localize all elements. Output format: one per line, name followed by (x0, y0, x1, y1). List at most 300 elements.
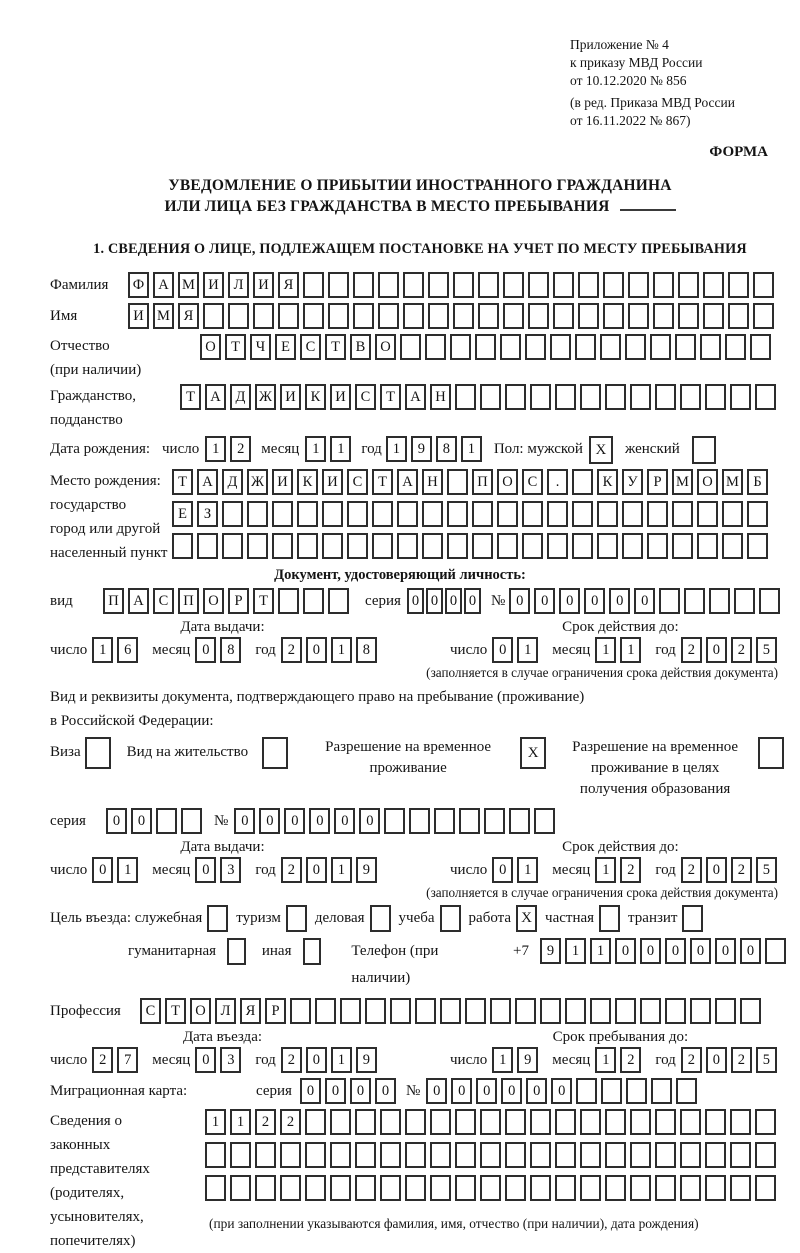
char-cell[interactable]: 0 (106, 808, 127, 834)
char-cell[interactable]: 0 (706, 1047, 727, 1073)
char-cell[interactable] (759, 588, 780, 614)
char-cell[interactable] (197, 533, 218, 559)
char-cell[interactable] (455, 384, 476, 410)
char-cell[interactable] (672, 501, 693, 527)
char-cell[interactable] (490, 998, 511, 1024)
char-cell[interactable] (330, 1175, 351, 1201)
char-cell[interactable] (172, 533, 193, 559)
char-cell[interactable]: 0 (426, 1078, 447, 1104)
char-cell[interactable]: 9 (540, 938, 561, 964)
char-cell[interactable] (305, 1109, 326, 1135)
purpose-other-checkbox[interactable] (303, 938, 322, 965)
char-cell[interactable] (397, 501, 418, 527)
entry-month[interactable] (195, 1047, 245, 1073)
sex-male-checkbox[interactable]: X (589, 436, 613, 464)
representatives-row1-cells[interactable] (205, 1109, 780, 1135)
char-cell[interactable]: 1 (330, 436, 351, 462)
char-cell[interactable] (547, 533, 568, 559)
char-cell[interactable] (697, 501, 718, 527)
char-cell[interactable]: С (522, 469, 543, 495)
char-cell[interactable] (655, 1109, 676, 1135)
char-cell[interactable] (730, 1142, 751, 1168)
char-cell[interactable] (530, 384, 551, 410)
char-cell[interactable]: 0 (509, 588, 530, 614)
char-cell[interactable] (425, 334, 446, 360)
char-cell[interactable]: А (405, 384, 426, 410)
char-cell[interactable] (303, 303, 324, 329)
temp-residence-checkbox[interactable]: X (520, 737, 546, 769)
char-cell[interactable] (572, 533, 593, 559)
char-cell[interactable] (378, 303, 399, 329)
char-cell[interactable] (430, 1109, 451, 1135)
char-cell[interactable] (597, 533, 618, 559)
char-cell[interactable]: Ч (250, 334, 271, 360)
char-cell[interactable]: 0 (195, 1047, 216, 1073)
char-cell[interactable] (397, 533, 418, 559)
char-cell[interactable] (303, 588, 324, 614)
char-cell[interactable] (430, 1142, 451, 1168)
char-cell[interactable] (530, 1142, 551, 1168)
char-cell[interactable] (572, 469, 593, 495)
char-cell[interactable]: О (203, 588, 224, 614)
char-cell[interactable] (156, 808, 177, 834)
char-cell[interactable] (755, 384, 776, 410)
char-cell[interactable] (365, 998, 386, 1024)
char-cell[interactable]: 2 (281, 637, 302, 663)
char-cell[interactable]: 0 (306, 857, 327, 883)
birthplace-row2-cells[interactable] (172, 501, 772, 527)
char-cell[interactable]: 2 (280, 1109, 301, 1135)
residence-permit-checkbox[interactable] (262, 737, 288, 769)
profession-cells[interactable] (140, 998, 765, 1024)
char-cell[interactable] (540, 998, 561, 1024)
char-cell[interactable] (530, 1175, 551, 1201)
char-cell[interactable]: Я (178, 303, 199, 329)
char-cell[interactable] (728, 303, 749, 329)
char-cell[interactable]: 2 (681, 637, 702, 663)
char-cell[interactable] (453, 303, 474, 329)
char-cell[interactable]: С (355, 384, 376, 410)
char-cell[interactable]: К (305, 384, 326, 410)
char-cell[interactable] (480, 1142, 501, 1168)
char-cell[interactable] (553, 272, 574, 298)
char-cell[interactable]: М (153, 303, 174, 329)
char-cell[interactable]: 9 (517, 1047, 538, 1073)
char-cell[interactable]: Т (225, 334, 246, 360)
char-cell[interactable] (459, 808, 480, 834)
char-cell[interactable] (384, 808, 405, 834)
char-cell[interactable]: З (197, 501, 218, 527)
char-cell[interactable] (372, 533, 393, 559)
char-cell[interactable] (550, 334, 571, 360)
char-cell[interactable]: А (205, 384, 226, 410)
char-cell[interactable]: О (375, 334, 396, 360)
char-cell[interactable] (605, 1142, 626, 1168)
char-cell[interactable] (565, 998, 586, 1024)
char-cell[interactable] (203, 303, 224, 329)
purpose-study-checkbox[interactable] (440, 905, 461, 932)
char-cell[interactable] (730, 1175, 751, 1201)
char-cell[interactable] (497, 501, 518, 527)
char-cell[interactable]: 0 (615, 938, 636, 964)
purpose-tourism-checkbox[interactable] (286, 905, 307, 932)
char-cell[interactable] (378, 272, 399, 298)
char-cell[interactable]: 5 (756, 1047, 777, 1073)
char-cell[interactable] (255, 1175, 276, 1201)
char-cell[interactable]: С (347, 469, 368, 495)
char-cell[interactable] (278, 588, 299, 614)
char-cell[interactable]: 2 (92, 1047, 113, 1073)
char-cell[interactable] (705, 1175, 726, 1201)
char-cell[interactable] (722, 501, 743, 527)
char-cell[interactable]: 0 (426, 588, 443, 614)
char-cell[interactable] (755, 1142, 776, 1168)
char-cell[interactable]: Я (278, 272, 299, 298)
char-cell[interactable]: И (280, 384, 301, 410)
iddoc-series-cells[interactable] (407, 588, 483, 614)
char-cell[interactable] (630, 384, 651, 410)
permit-series-cells[interactable] (106, 808, 206, 834)
char-cell[interactable]: 3 (220, 857, 241, 883)
char-cell[interactable] (703, 303, 724, 329)
char-cell[interactable] (630, 1142, 651, 1168)
char-cell[interactable]: 1 (205, 1109, 226, 1135)
char-cell[interactable] (590, 998, 611, 1024)
patronymic-cells[interactable] (200, 334, 775, 360)
char-cell[interactable]: 1 (620, 637, 641, 663)
char-cell[interactable]: Е (275, 334, 296, 360)
char-cell[interactable] (330, 1109, 351, 1135)
char-cell[interactable] (605, 1109, 626, 1135)
citizenship-cells[interactable] (180, 384, 780, 410)
char-cell[interactable] (315, 998, 336, 1024)
char-cell[interactable] (272, 533, 293, 559)
char-cell[interactable] (328, 588, 349, 614)
char-cell[interactable] (653, 303, 674, 329)
char-cell[interactable] (580, 1142, 601, 1168)
char-cell[interactable] (600, 334, 621, 360)
char-cell[interactable] (355, 1142, 376, 1168)
char-cell[interactable]: 1 (565, 938, 586, 964)
char-cell[interactable] (272, 501, 293, 527)
permit-issue-year[interactable] (281, 857, 381, 883)
permit-issue-month[interactable] (195, 857, 245, 883)
char-cell[interactable]: 0 (609, 588, 630, 614)
char-cell[interactable] (647, 501, 668, 527)
char-cell[interactable] (515, 998, 536, 1024)
char-cell[interactable] (253, 303, 274, 329)
char-cell[interactable]: Т (172, 469, 193, 495)
char-cell[interactable]: 0 (740, 938, 761, 964)
char-cell[interactable]: 0 (92, 857, 113, 883)
char-cell[interactable] (580, 384, 601, 410)
purpose-private-checkbox[interactable] (599, 905, 620, 932)
char-cell[interactable]: 0 (464, 588, 481, 614)
char-cell[interactable]: М (722, 469, 743, 495)
stay-month[interactable] (595, 1047, 645, 1073)
char-cell[interactable] (475, 334, 496, 360)
migration-series-cells[interactable] (300, 1078, 400, 1104)
char-cell[interactable]: И (272, 469, 293, 495)
char-cell[interactable] (280, 1175, 301, 1201)
birthplace-row1-cells[interactable] (172, 469, 772, 495)
char-cell[interactable] (453, 272, 474, 298)
char-cell[interactable] (580, 1109, 601, 1135)
firstname-cells[interactable] (128, 303, 778, 329)
char-cell[interactable] (330, 1142, 351, 1168)
char-cell[interactable]: 0 (706, 637, 727, 663)
surname-cells[interactable] (128, 272, 778, 298)
char-cell[interactable]: С (153, 588, 174, 614)
char-cell[interactable] (690, 998, 711, 1024)
char-cell[interactable] (740, 998, 761, 1024)
char-cell[interactable]: Т (165, 998, 186, 1024)
char-cell[interactable] (730, 1109, 751, 1135)
char-cell[interactable] (347, 501, 368, 527)
char-cell[interactable] (355, 1175, 376, 1201)
char-cell[interactable]: П (103, 588, 124, 614)
char-cell[interactable] (297, 501, 318, 527)
char-cell[interactable]: О (190, 998, 211, 1024)
char-cell[interactable] (747, 533, 768, 559)
char-cell[interactable]: 0 (306, 637, 327, 663)
char-cell[interactable] (409, 808, 430, 834)
char-cell[interactable] (655, 384, 676, 410)
char-cell[interactable]: 5 (756, 637, 777, 663)
char-cell[interactable] (665, 998, 686, 1024)
char-cell[interactable]: 0 (706, 857, 727, 883)
char-cell[interactable]: К (597, 469, 618, 495)
char-cell[interactable] (247, 501, 268, 527)
char-cell[interactable] (434, 808, 455, 834)
char-cell[interactable]: Т (372, 469, 393, 495)
char-cell[interactable] (181, 808, 202, 834)
char-cell[interactable]: 0 (534, 588, 555, 614)
char-cell[interactable] (605, 384, 626, 410)
char-cell[interactable] (353, 272, 374, 298)
char-cell[interactable]: Р (647, 469, 668, 495)
char-cell[interactable]: 0 (640, 938, 661, 964)
char-cell[interactable]: 2 (620, 857, 641, 883)
char-cell[interactable] (355, 1109, 376, 1135)
char-cell[interactable] (503, 272, 524, 298)
char-cell[interactable] (697, 533, 718, 559)
char-cell[interactable] (205, 1175, 226, 1201)
char-cell[interactable]: 0 (375, 1078, 396, 1104)
char-cell[interactable]: 0 (445, 588, 462, 614)
char-cell[interactable]: А (153, 272, 174, 298)
char-cell[interactable]: 8 (220, 637, 241, 663)
char-cell[interactable] (709, 588, 730, 614)
char-cell[interactable]: П (472, 469, 493, 495)
char-cell[interactable] (628, 272, 649, 298)
char-cell[interactable] (505, 1142, 526, 1168)
char-cell[interactable] (440, 998, 461, 1024)
char-cell[interactable]: Д (222, 469, 243, 495)
char-cell[interactable]: О (200, 334, 221, 360)
char-cell[interactable]: О (697, 469, 718, 495)
char-cell[interactable] (372, 501, 393, 527)
stay-day[interactable] (492, 1047, 542, 1073)
char-cell[interactable] (678, 303, 699, 329)
char-cell[interactable]: 1 (331, 637, 352, 663)
char-cell[interactable]: 0 (350, 1078, 371, 1104)
char-cell[interactable] (380, 1175, 401, 1201)
char-cell[interactable] (455, 1175, 476, 1201)
char-cell[interactable] (603, 303, 624, 329)
char-cell[interactable] (728, 272, 749, 298)
char-cell[interactable]: У (622, 469, 643, 495)
char-cell[interactable]: 8 (356, 637, 377, 663)
char-cell[interactable] (555, 1109, 576, 1135)
char-cell[interactable] (578, 272, 599, 298)
char-cell[interactable] (576, 1078, 597, 1104)
char-cell[interactable] (675, 334, 696, 360)
char-cell[interactable] (680, 1175, 701, 1201)
char-cell[interactable] (622, 501, 643, 527)
char-cell[interactable]: 0 (665, 938, 686, 964)
char-cell[interactable] (205, 1142, 226, 1168)
char-cell[interactable]: 2 (731, 857, 752, 883)
char-cell[interactable] (547, 501, 568, 527)
char-cell[interactable]: 0 (334, 808, 355, 834)
char-cell[interactable] (305, 1142, 326, 1168)
char-cell[interactable]: 7 (117, 1047, 138, 1073)
char-cell[interactable]: 1 (230, 1109, 251, 1135)
char-cell[interactable] (447, 533, 468, 559)
char-cell[interactable] (480, 384, 501, 410)
char-cell[interactable]: 1 (117, 857, 138, 883)
purpose-humanitarian-checkbox[interactable] (227, 938, 246, 965)
char-cell[interactable]: 2 (281, 1047, 302, 1073)
char-cell[interactable] (280, 1142, 301, 1168)
purpose-transit-checkbox[interactable] (682, 905, 703, 932)
char-cell[interactable] (340, 998, 361, 1024)
char-cell[interactable] (405, 1142, 426, 1168)
char-cell[interactable]: 0 (551, 1078, 572, 1104)
char-cell[interactable]: 0 (559, 588, 580, 614)
char-cell[interactable]: А (128, 588, 149, 614)
representatives-row2-cells[interactable] (205, 1142, 780, 1168)
char-cell[interactable] (534, 808, 555, 834)
birth-year-cells[interactable] (386, 436, 486, 462)
char-cell[interactable] (528, 303, 549, 329)
char-cell[interactable] (380, 1142, 401, 1168)
char-cell[interactable] (580, 1175, 601, 1201)
char-cell[interactable]: 1 (595, 857, 616, 883)
char-cell[interactable]: И (203, 272, 224, 298)
char-cell[interactable]: 0 (492, 857, 513, 883)
char-cell[interactable]: М (672, 469, 693, 495)
char-cell[interactable]: 0 (492, 637, 513, 663)
char-cell[interactable] (705, 384, 726, 410)
char-cell[interactable]: 1 (205, 436, 226, 462)
phone-cells[interactable] (540, 938, 790, 964)
char-cell[interactable]: 5 (756, 857, 777, 883)
char-cell[interactable]: 0 (501, 1078, 522, 1104)
birthplace-row3-cells[interactable] (172, 533, 772, 559)
char-cell[interactable]: 0 (195, 637, 216, 663)
char-cell[interactable]: И (330, 384, 351, 410)
char-cell[interactable]: 2 (681, 857, 702, 883)
char-cell[interactable]: И (253, 272, 274, 298)
char-cell[interactable]: 0 (526, 1078, 547, 1104)
char-cell[interactable] (753, 272, 774, 298)
char-cell[interactable]: 0 (359, 808, 380, 834)
char-cell[interactable] (390, 998, 411, 1024)
char-cell[interactable] (597, 501, 618, 527)
char-cell[interactable] (676, 1078, 697, 1104)
char-cell[interactable] (734, 588, 755, 614)
char-cell[interactable]: 1 (595, 1047, 616, 1073)
char-cell[interactable]: 0 (259, 808, 280, 834)
iddoc-valid-year[interactable] (681, 637, 781, 663)
char-cell[interactable] (447, 501, 468, 527)
char-cell[interactable]: Т (253, 588, 274, 614)
char-cell[interactable] (478, 303, 499, 329)
char-cell[interactable]: 1 (492, 1047, 513, 1073)
char-cell[interactable]: И (128, 303, 149, 329)
char-cell[interactable] (480, 1175, 501, 1201)
iddoc-valid-month[interactable] (595, 637, 645, 663)
char-cell[interactable]: 2 (281, 857, 302, 883)
representatives-row3-cells[interactable] (205, 1175, 780, 1201)
char-cell[interactable] (228, 303, 249, 329)
char-cell[interactable] (680, 384, 701, 410)
char-cell[interactable]: 0 (300, 1078, 321, 1104)
char-cell[interactable] (647, 533, 668, 559)
char-cell[interactable] (750, 334, 771, 360)
permit-number-cells[interactable] (234, 808, 559, 834)
char-cell[interactable]: Т (325, 334, 346, 360)
char-cell[interactable] (680, 1109, 701, 1135)
char-cell[interactable]: О (497, 469, 518, 495)
sex-female-checkbox[interactable] (692, 436, 716, 464)
char-cell[interactable]: 9 (356, 1047, 377, 1073)
char-cell[interactable]: 1 (305, 436, 326, 462)
char-cell[interactable] (303, 272, 324, 298)
char-cell[interactable] (755, 1109, 776, 1135)
char-cell[interactable] (472, 533, 493, 559)
char-cell[interactable] (455, 1142, 476, 1168)
char-cell[interactable]: 0 (195, 857, 216, 883)
char-cell[interactable]: П (178, 588, 199, 614)
char-cell[interactable] (222, 533, 243, 559)
char-cell[interactable] (700, 334, 721, 360)
char-cell[interactable]: 2 (255, 1109, 276, 1135)
char-cell[interactable] (328, 272, 349, 298)
char-cell[interactable] (703, 272, 724, 298)
char-cell[interactable] (725, 334, 746, 360)
char-cell[interactable] (765, 938, 786, 964)
char-cell[interactable]: 8 (436, 436, 457, 462)
iddoc-issue-month[interactable] (195, 637, 245, 663)
char-cell[interactable] (622, 533, 643, 559)
char-cell[interactable]: Ф (128, 272, 149, 298)
char-cell[interactable] (322, 533, 343, 559)
char-cell[interactable] (603, 272, 624, 298)
visa-checkbox[interactable] (85, 737, 111, 769)
char-cell[interactable] (478, 272, 499, 298)
char-cell[interactable] (450, 334, 471, 360)
permit-issue-day[interactable] (92, 857, 142, 883)
char-cell[interactable] (465, 998, 486, 1024)
char-cell[interactable] (255, 1142, 276, 1168)
char-cell[interactable]: 9 (411, 436, 432, 462)
char-cell[interactable]: Н (422, 469, 443, 495)
char-cell[interactable]: 2 (681, 1047, 702, 1073)
char-cell[interactable]: 0 (284, 808, 305, 834)
